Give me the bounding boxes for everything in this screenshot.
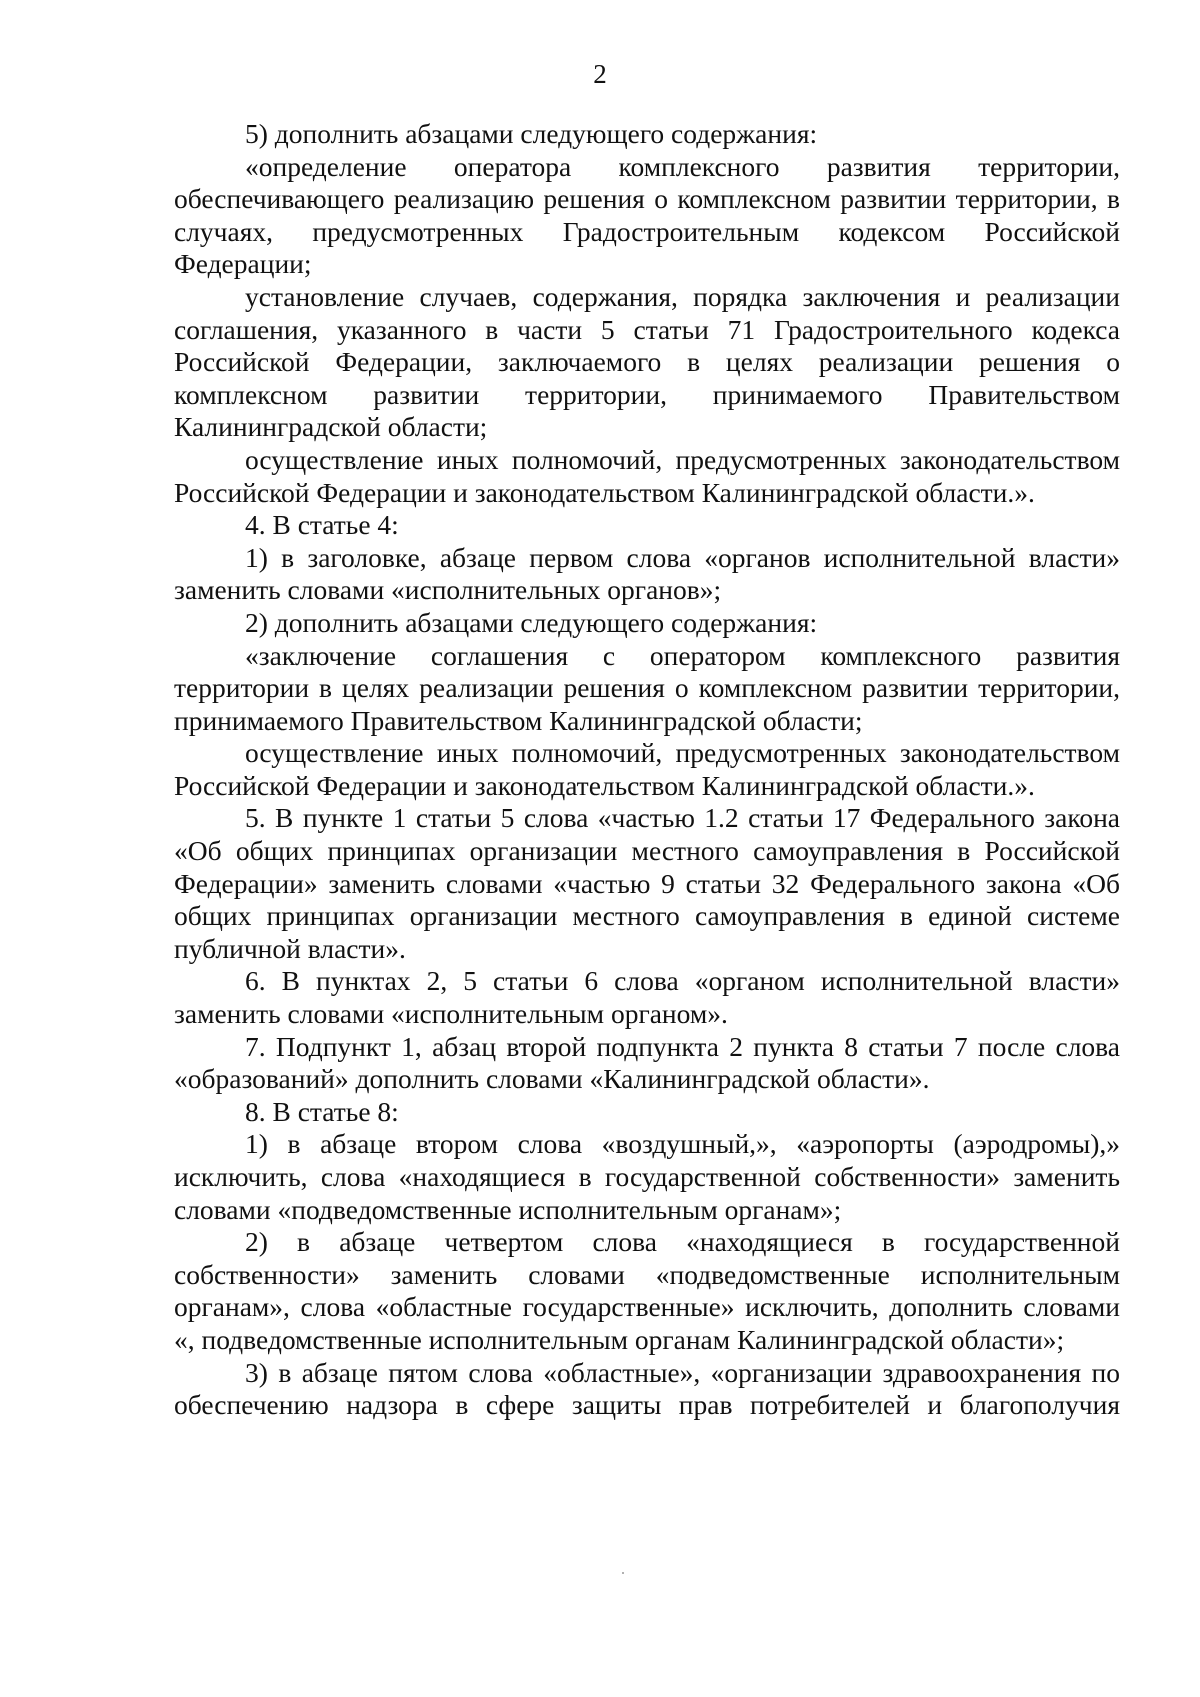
- paragraph-article-4-item-1: 1) в заголовке, абзаце первом слова «органов исполнительной власти» заменить словами «исполнительных органов»;: [174, 541, 1120, 606]
- paragraph-other-powers: осуществление иных полномочий, предусмотренных законодательством Российской Федерации и законодательством Калининградской области.».: [174, 443, 1120, 508]
- paragraph-item-5: 5) дополнить абзацами следующего содержания:: [245, 118, 818, 149]
- paragraph-article-8-heading: 8. В статье 8:: [245, 1095, 399, 1127]
- page-number: 2: [593, 59, 607, 89]
- paragraph-operator-definition: «определение оператора комплексного развития территории, обеспечивающего реализацию решения о комплексном развитии территории, в случаях, предусмотренных Градостроительным кодексом Российской Федерации;: [174, 150, 1120, 280]
- paragraph-article-8-item-3: 3) в абзаце пятом слова «областные», «организации здравоохранения по обеспечению надзора в сфере защиты прав потребителей и благополучия: [174, 1356, 1120, 1421]
- paragraph-article-8-item-1: 1) в абзаце втором слова «воздушный,», «аэропорты (аэродромы),» исключить, слова «находящиеся в государственной собственности» заменить словами «подведомственные исполнительным органам»;: [174, 1128, 1120, 1225]
- paragraph-article-6: 6. В пунктах 2, 5 статьи 6 слова «органом исполнительной власти» заменить словами «исполнительным органом».: [174, 965, 1120, 1030]
- paragraph-article-8-item-2: 2) в абзаце четвертом слова «находящиеся в государственной собственности» заменить словами «подведомственные исполнительным органам», слова «областные государственные» исключить, дополнить словами «, подведомственные исполнительным органам Калининградской области»;: [174, 1226, 1120, 1355]
- paragraph-other-powers-2: осуществление иных полномочий, предусмотренных законодательством Российской Федерации и законодательством Калининградской области.».: [174, 737, 1120, 801]
- paragraph-article-4-item-2: 2) дополнить абзацами следующего содержания:: [245, 606, 818, 638]
- paragraph-article-5: 5. В пункте 1 статьи 5 слова «частью 1.2 статьи 17 Федерального закона «Об общих принципах организации местного самоуправления в Российской Федерации» заменить словами «частью 9 статьи 32 Федерального закона «Об общих принципах организации местного самоуправления в единой системе публичной власти».: [174, 802, 1120, 964]
- paragraph-article-7: 7. Подпункт 1, абзац второй подпункта 2 пункта 8 статьи 7 после слова «образований» дополнить словами «Калининградской области».: [174, 1030, 1120, 1095]
- document-body: [174, 118, 1120, 1422]
- scan-speck: [622, 1572, 624, 1574]
- paragraph-agreement-cases: установление случаев, содержания, порядка заключения и реализации соглашения, указанного в части 5 статьи 71 Градостроительного кодекса Российской Федерации, заключаемого в целях реализации решения о комплексном развитии территории, принимаемого Правительством Калининградской области;: [174, 280, 1120, 443]
- paragraph-agreement-conclusion: «заключение соглашения с оператором комплексного развития территории в целях реализации решения о комплексном развитии территории, принимаемого Правительством Калининградской области;: [174, 639, 1120, 736]
- paragraph-article-4-heading: 4. В статье 4:: [245, 509, 399, 541]
